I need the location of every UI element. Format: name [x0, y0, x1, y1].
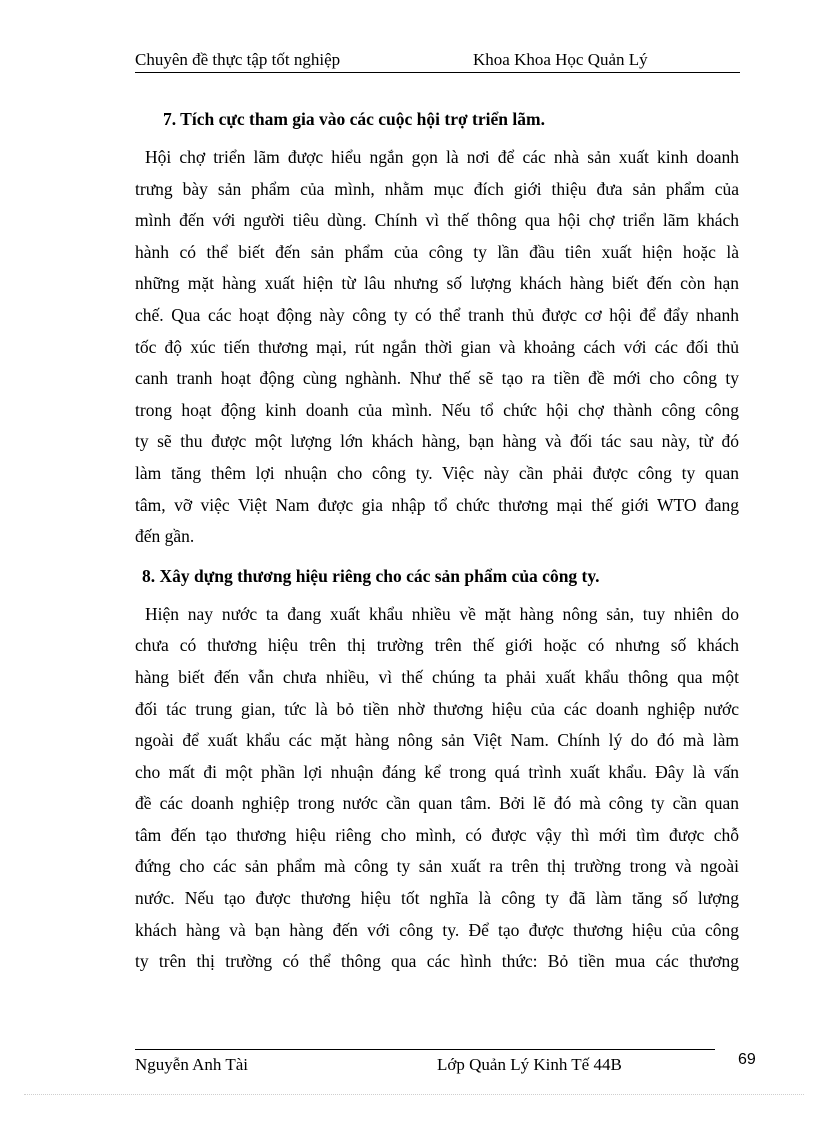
page-header [135, 50, 740, 73]
page-content [135, 108, 739, 978]
paragraph-line: tâm đến tạo thương hiệu riêng cho mình, có được vậy thì mới tìm được chỗ [135, 824, 739, 845]
paragraph-line: những mặt hàng xuất hiện từ lâu nhưng số lượng khách hàng biết đến còn hạn [135, 273, 739, 294]
paragraph-line: tâm, vỡ việc Việt Nam được gia nhập tổ chức thương mại thế giới WTO đang [135, 494, 739, 515]
paragraph-line: ty sẽ thu được một lượng lớn khách hàng, bạn hàng và đối tác sau này, từ đó [135, 431, 739, 452]
paragraph-line: mình đến với người tiêu dùng. Chính vì thế thông qua hội chợ triển lãm khách [135, 210, 739, 231]
footer-class: Lớp Quản Lý Kinh Tế 44B [437, 1055, 622, 1074]
section-7-heading: 7. Tích cực tham gia vào các cuộc hội trợ triển lãm. [163, 109, 545, 129]
paragraph-line: đứng cho các sản phẩm mà công ty sản xuất ra trên thị trường trong và ngoài [135, 856, 739, 877]
paragraph-line: đề các doanh nghiệp trong nước cần quan tâm. Bởi lẽ đó mà công ty cần quan [135, 793, 739, 814]
paragraph-line: trong hoạt động kinh doanh của mình. Nếu tổ chức hội chợ thành công công [135, 399, 739, 420]
paragraph-line: Hội chợ triển lãm được hiểu ngắn gọn là nơi để các nhà sản xuất kinh doanh [145, 147, 739, 167]
paragraph-line: canh tranh hoạt động cùng nghành. Như thế sẽ tạo ra tiền đề mới cho công ty [135, 368, 739, 389]
paragraph-line: hành có thể biết đến sản phẩm của công ty lần đầu tiên xuất hiện hoặc là [135, 241, 739, 262]
paragraph-line: tốc độ xúc tiến thương mại, rút ngắn thời gian và khoảng cách với các đối thủ [135, 336, 739, 357]
paragraph-line: cho mất đi một phần lợi nhuận đáng kể trong quá trình xuất khẩu. Đây là vấn [135, 761, 739, 782]
paragraph-line: làm tăng thêm lợi nhuận cho công ty. Việc này cần phải được công ty quan [135, 462, 739, 483]
paragraph-line: Hiện nay nước ta đang xuất khẩu nhiều về mặt hàng nông sản, tuy nhiên do [145, 603, 739, 624]
page-boundary-divider [24, 1094, 804, 1095]
paragraph-line: khách hàng và bạn hàng đến với công ty. Để tạo được thương hiệu của công [135, 919, 739, 940]
paragraph-line: đối tác trung gian, tức là bỏ tiền nhờ thương hiệu của các doanh nghiệp nước [135, 698, 739, 719]
section-8-paragraph [135, 599, 739, 978]
header-title-left: Chuyên đề thực tập tốt nghiệp [135, 50, 341, 69]
paragraph-line: trưng bày sản phẩm của mình, nhằm mục đích giới thiệu đưa sản phẩm của [135, 178, 739, 199]
section-8-heading: 8. Xây dựng thương hiệu riêng cho các sản phẩm của công ty. [142, 565, 600, 586]
paragraph-line: ngoài để xuất khẩu các mặt hàng nông sản Việt Nam. Chính lý do đó mà làm [135, 730, 739, 751]
paragraph-line: chế. Qua các hoạt động này công ty có thể tranh thủ được cơ hội để đẩy nhanh [135, 304, 739, 325]
paragraph-line: nước. Nếu tạo được thương hiệu tốt nghĩa là công ty đã làm tăng số lượng [135, 888, 739, 909]
paragraph-line: đến gần. [135, 526, 195, 547]
paragraph-line: ty trên thị trường có thể thông qua các hình thức: Bỏ tiền mua các thương [135, 951, 739, 972]
paragraph-line: chưa có thương hiệu trên thị trường trên thế giới hoặc có nhưng số khách [135, 635, 739, 656]
footer-rule [135, 1049, 715, 1050]
header-title-right: Khoa Khoa Học Quản Lý [473, 50, 648, 69]
page-number: 69 [738, 1051, 756, 1068]
section-7-paragraph [135, 142, 739, 553]
footer-author: Nguyễn Anh Tài [135, 1055, 249, 1074]
paragraph-line: hàng biết đến vẫn chưa nhiều, vì thế chúng ta phải xuất khẩu thông qua một [135, 666, 739, 687]
